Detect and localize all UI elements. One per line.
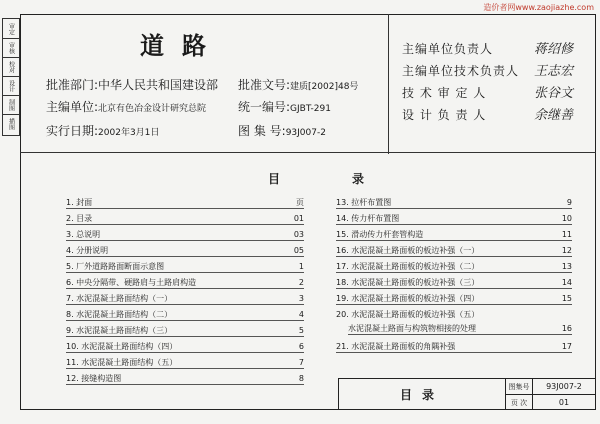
- toc-page: 10: [561, 214, 572, 223]
- toc-rule: [66, 272, 304, 273]
- toc-item[interactable]: [336, 196, 572, 209]
- toc-rule: [348, 334, 572, 335]
- header-divider: [20, 152, 596, 153]
- toc-title: 水泥混凝土路面与构筑物相接的处理: [348, 324, 476, 333]
- toc-page: 8: [298, 374, 304, 383]
- toc-page: 1: [298, 262, 304, 271]
- approval-doc: [238, 76, 358, 93]
- toc-title: 20. 水泥混凝土路面板的板边补强（五）: [336, 310, 480, 319]
- toc-page: 14: [561, 278, 572, 287]
- toc-rule: [336, 352, 572, 353]
- toc-page: 6: [298, 342, 304, 351]
- signature: 蒋绍修: [534, 42, 574, 57]
- toc-title: 2. 目录: [66, 214, 93, 223]
- toc-rule: [66, 224, 304, 225]
- toc-item[interactable]: [66, 260, 304, 273]
- toc-rule: [66, 384, 304, 385]
- toc-page: 页: [296, 198, 304, 207]
- atlas-label: 图集号: [506, 379, 533, 394]
- value: 建质[2002]48号: [290, 82, 359, 92]
- signoff-cell: 校对: [3, 57, 19, 77]
- toc-rule: [66, 288, 304, 289]
- label: 实行日期:: [46, 124, 99, 138]
- toc-title: 9. 水泥混凝土路面结构（三）: [66, 326, 173, 335]
- toc-item[interactable]: [66, 212, 304, 225]
- toc-page: 7: [298, 358, 304, 367]
- toc-title: 14. 传力杆布置图: [336, 214, 400, 223]
- toc-title: 19. 水泥混凝土路面板的板边补强（四）: [336, 294, 480, 303]
- toc-rule: [336, 256, 572, 257]
- toc-rule: [336, 304, 572, 305]
- toc-item[interactable]: [66, 292, 304, 305]
- label: 图 集 号:: [238, 124, 286, 138]
- toc-rule: [336, 240, 572, 241]
- toc-page: 13: [561, 262, 572, 271]
- toc-rule: [336, 208, 572, 209]
- toc-page: 11: [561, 230, 572, 239]
- value: GJBT-291: [290, 104, 331, 114]
- signoff-cell: 审核: [3, 38, 19, 58]
- approval-dept: [46, 76, 218, 93]
- toc-rule: [66, 336, 304, 337]
- page-value: 01: [558, 398, 570, 407]
- toc-page: 15: [561, 294, 572, 303]
- contents-heading: 目: [268, 172, 281, 186]
- toc-page: 05: [293, 246, 304, 255]
- toc-title: 1. 封面: [66, 198, 93, 207]
- signoff-cell: 设计: [3, 76, 19, 96]
- toc-title: 16. 水泥混凝土路面板的板边补强（一）: [336, 246, 480, 255]
- watermark: 造价者网www.zaojiazhe.com: [483, 3, 594, 12]
- toc-rule: [336, 288, 572, 289]
- toc-item[interactable]: [66, 372, 304, 385]
- page-title: 道路: [140, 31, 224, 60]
- page-label: 页 次: [506, 395, 533, 410]
- label: 批准部门:: [46, 78, 99, 92]
- toc-title: 12. 接缝构造图: [66, 374, 122, 383]
- signoff-cell: 审定: [3, 19, 19, 39]
- toc-item[interactable]: [336, 308, 572, 321]
- toc-title: 15. 滑动传力杆套管构造: [336, 230, 424, 239]
- toc-item[interactable]: [66, 276, 304, 289]
- toc-item[interactable]: [336, 340, 572, 353]
- label: 统一编号:: [238, 100, 291, 114]
- toc-rule: [336, 224, 572, 225]
- toc-title: 3. 总说明: [66, 230, 101, 239]
- toc-title: 18. 水泥混凝土路面板的板边补强（三）: [336, 278, 480, 287]
- toc-page: 2: [298, 278, 304, 287]
- toc-rule: [66, 304, 304, 305]
- label: 主编单位:: [46, 100, 99, 114]
- value: 93J007-2: [285, 128, 326, 138]
- toc-page: 5: [298, 326, 304, 335]
- toc-item[interactable]: [66, 324, 304, 337]
- toc-title: 6. 中央分隔带、硬路肩与土路肩构造: [66, 278, 197, 287]
- toc-page: 03: [293, 230, 304, 239]
- toc-page: 3: [298, 294, 304, 303]
- approval-code: [238, 98, 331, 115]
- toc-title: 7. 水泥混凝土路面结构（一）: [66, 294, 173, 303]
- toc-rule: [66, 352, 304, 353]
- signature: 余继善: [534, 108, 574, 123]
- toc-title: 21. 水泥混凝土路面板的角隅补强: [336, 342, 456, 351]
- toc-item[interactable]: [66, 228, 304, 241]
- toc-item[interactable]: [66, 308, 304, 321]
- toc-title: 11. 水泥混凝土路面结构（五）: [66, 358, 178, 367]
- approval-editor: [46, 98, 206, 115]
- approval-date: [46, 122, 159, 139]
- toc-title: 8. 水泥混凝土路面结构（二）: [66, 310, 173, 319]
- toc-rule: [66, 240, 304, 241]
- header-divider: [388, 14, 389, 154]
- toc-item[interactable]: [66, 340, 304, 353]
- toc-rule: [66, 256, 304, 257]
- toc-item[interactable]: [66, 196, 304, 209]
- toc-title: 13. 拉杆布置图: [336, 198, 392, 207]
- responsible-role: 主编单位技术负责人: [402, 64, 520, 78]
- toc-item[interactable]: [66, 244, 304, 257]
- toc-page: 01: [293, 214, 304, 223]
- signoff-cell: 描图: [7, 118, 15, 130]
- approval-atlas: [238, 122, 326, 139]
- toc-title: 4. 分册说明: [66, 246, 109, 255]
- value: 中华人民共和国建设部: [98, 78, 219, 92]
- contents-heading: 录: [352, 172, 365, 186]
- sheet-name: 目录: [339, 379, 506, 409]
- toc-rule: [336, 272, 572, 273]
- signoff-strip: [2, 18, 20, 136]
- value: 2002年3月1日: [98, 128, 160, 138]
- signoff-cell: 制图: [3, 95, 19, 115]
- toc-page: 12: [561, 246, 572, 255]
- toc-rule: [66, 320, 304, 321]
- toc-item[interactable]: [336, 260, 572, 273]
- responsible-role: 技 术 审 定 人: [402, 86, 487, 100]
- toc-page: 9: [566, 198, 572, 207]
- responsible-role: 设 计 负 责 人: [402, 108, 487, 122]
- responsible-role: 主编单位负责人: [402, 42, 494, 56]
- atlas-value: 93J007-2: [546, 382, 582, 391]
- toc-title: 10. 水泥混凝土路面结构（四）: [66, 342, 178, 351]
- signature: 王志宏: [534, 64, 574, 79]
- label: 批准文号:: [238, 78, 291, 92]
- toc-item[interactable]: [66, 356, 304, 369]
- toc-page: 4: [298, 310, 304, 319]
- toc-page: 16: [561, 324, 572, 333]
- toc-item[interactable]: [336, 228, 572, 241]
- toc-item[interactable]: [336, 244, 572, 257]
- toc-item[interactable]: [336, 276, 572, 289]
- toc-item[interactable]: [348, 322, 572, 335]
- toc-rule: [66, 368, 304, 369]
- toc-title: 17. 水泥混凝土路面板的板边补强（二）: [336, 262, 480, 271]
- toc-page: 17: [561, 342, 572, 351]
- toc-rule: [66, 208, 304, 209]
- toc-item[interactable]: [336, 212, 572, 225]
- toc-title: 5. 厂外道路路面断面示意图: [66, 262, 165, 271]
- title-block: [338, 378, 596, 410]
- toc-item[interactable]: [336, 292, 572, 305]
- signature: 张谷文: [534, 86, 574, 101]
- value: 北京有色冶金设计研究总院: [98, 104, 207, 114]
